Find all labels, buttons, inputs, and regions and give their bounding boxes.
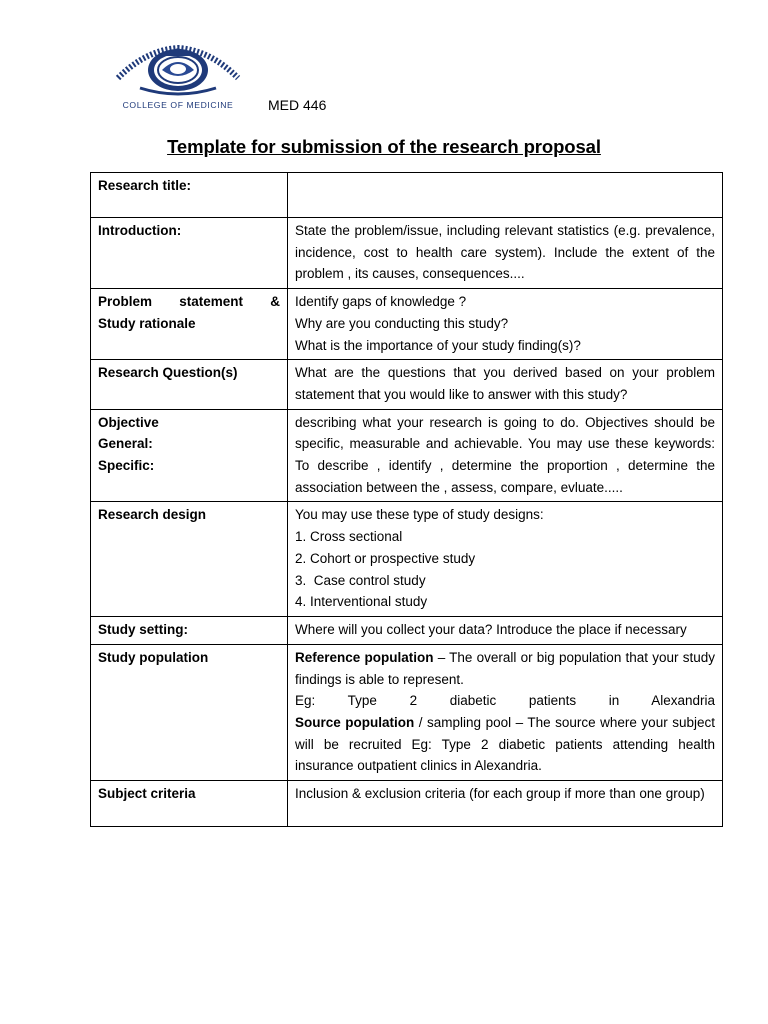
row-introduction [91, 218, 723, 289]
label-research-title: Research title: [91, 173, 288, 218]
field-problem-statement[interactable] [288, 289, 723, 360]
problem-line-1: Identify gaps of knowledge ? [295, 294, 467, 310]
row-research-questions [91, 360, 723, 409]
problem-line-3: What is the importance of your study finding(s)? [295, 337, 581, 353]
design-item: 4. Interventional study [295, 594, 428, 610]
field-study-population[interactable] [288, 644, 723, 780]
label-study-setting: Study setting: [91, 616, 288, 644]
course-code: MED 446 [268, 97, 327, 113]
design-item: 2. Cohort or prospective study [295, 550, 476, 566]
row-subject-criteria [91, 781, 723, 827]
page-title: Template for submission of the research proposal [167, 136, 601, 157]
field-research-questions[interactable]: What are the questions that you derived based on your problem statement that you would like to answer with this study? [288, 360, 723, 409]
field-subject-criteria[interactable]: Inclusion & exclusion criteria (for each group if more than one group) [288, 781, 723, 827]
problem-line-2: Why are you conducting this study? [295, 315, 509, 331]
label-research-design: Research design [91, 502, 288, 617]
label-subject-criteria: Subject criteria [91, 781, 288, 827]
row-study-population [91, 644, 723, 780]
field-research-title[interactable] [288, 173, 723, 218]
row-problem-statement [91, 289, 723, 360]
svg-text:COLLEGE OF MEDICINE: COLLEGE OF MEDICINE [122, 100, 234, 110]
design-intro: You may use these type of study designs: [295, 507, 544, 523]
label-problem-statement [91, 289, 288, 360]
field-research-design[interactable] [288, 502, 723, 617]
label-problem-statement-line1: Problem statement & [98, 294, 280, 310]
label-problem-statement-line2: Study rationale [98, 315, 196, 331]
label-objective-line1: Objective [98, 414, 159, 430]
example-line: Eg: Type 2 diabetic patients in Alexandria [295, 693, 715, 709]
row-research-design [91, 502, 723, 617]
source-population-term: Source population [295, 715, 415, 731]
field-introduction[interactable]: State the problem/issue, including relevant statistics (e.g. prevalence, incidence, cost to health care system). Include the extent of the problem , its causes, consequences.... [288, 218, 723, 289]
field-study-setting[interactable]: Where will you collect your data? Introduce the place if necessary [288, 616, 723, 644]
label-objective [91, 409, 288, 502]
reference-population-text: – The overall or big population that your study findings is able to represent. [295, 649, 715, 687]
label-study-population: Study population [91, 644, 288, 780]
field-objective[interactable]: describing what your research is going to do. Objectives should be specific, measurable and achievable. You may use these keywords: To describe , identify , determine the proportion , determine the association between the , assess, compare, evluate..... [288, 409, 723, 502]
row-study-setting [91, 616, 723, 644]
label-research-questions: Research Question(s) [91, 360, 288, 409]
college-logo [100, 42, 256, 112]
design-item: 3. Case control study [295, 572, 426, 588]
proposal-template-table [90, 172, 723, 827]
label-objective-line2: General: [98, 436, 153, 452]
source-population-text: / sampling pool – The source where your subject will be recruited Eg: Type 2 diabetic patients attending health insurance outpatient clinics in Alexandria. [295, 715, 715, 774]
label-introduction: Introduction: [91, 218, 288, 289]
label-objective-line3: Specific: [98, 458, 155, 474]
row-research-title [91, 173, 723, 218]
row-objective [91, 409, 723, 502]
reference-population-term: Reference population [295, 649, 434, 665]
design-item: 1. Cross sectional [295, 529, 403, 545]
